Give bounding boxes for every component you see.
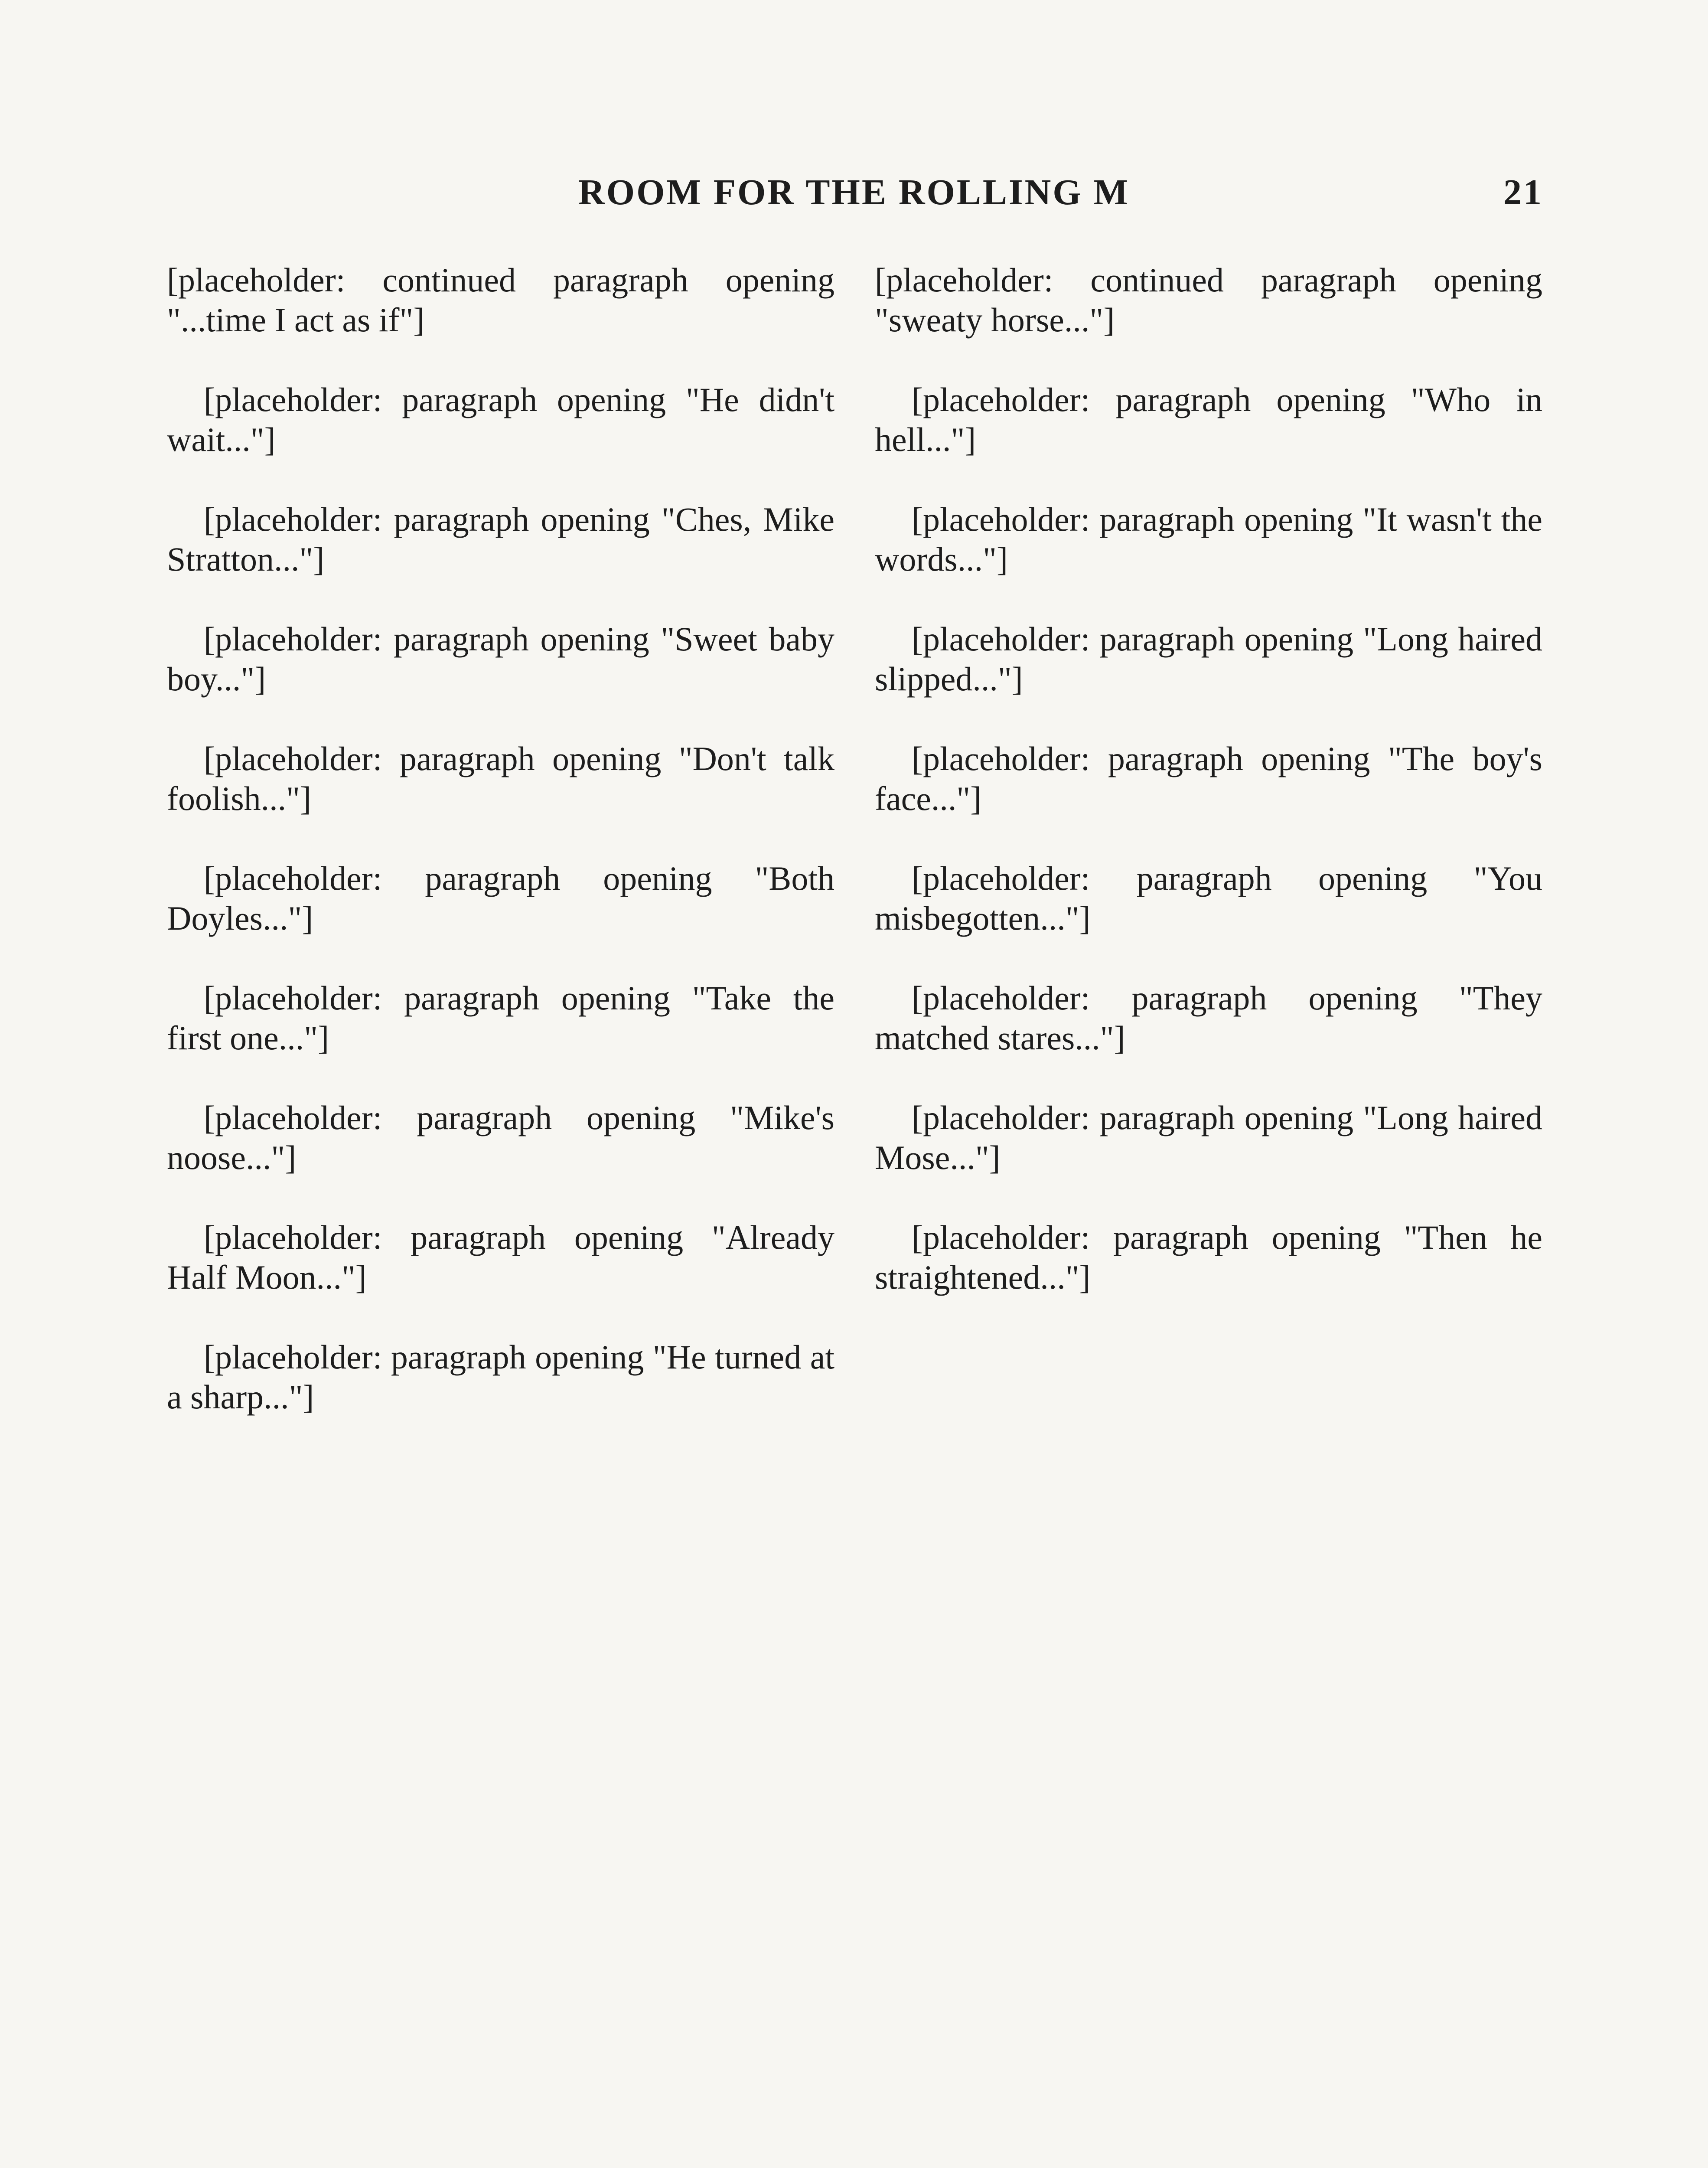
paragraph: [placeholder: paragraph opening "Take the first one..."] bbox=[167, 979, 834, 1057]
paragraph: [placeholder: paragraph opening "Who in hell..."] bbox=[875, 381, 1542, 458]
paragraph: [placeholder: paragraph opening "They matched stares..."] bbox=[875, 979, 1542, 1057]
left-column bbox=[167, 260, 834, 1457]
paragraph: [placeholder: paragraph opening "Then he straightened..."] bbox=[875, 1218, 1542, 1296]
paragraph: [placeholder: paragraph opening "Long haired Mose..."] bbox=[875, 1099, 1542, 1176]
paragraph: [placeholder: paragraph opening "Ches, Mike Stratton..."] bbox=[167, 500, 834, 578]
paragraph: [placeholder: paragraph opening "Sweet baby boy..."] bbox=[167, 620, 834, 698]
paragraph: [placeholder: paragraph opening "Mike's noose..."] bbox=[167, 1099, 834, 1176]
page-number: 21 bbox=[1503, 172, 1543, 212]
paragraph: [placeholder: paragraph opening "Long haired slipped..."] bbox=[875, 620, 1542, 698]
paragraph: [placeholder: continued paragraph opening "sweaty horse..."] bbox=[875, 261, 1542, 339]
right-column bbox=[875, 260, 1542, 1337]
page-header bbox=[165, 171, 1543, 223]
paragraph: [placeholder: paragraph opening "It wasn't the words..."] bbox=[875, 500, 1542, 578]
paragraph: [placeholder: paragraph opening "Both Doyles..."] bbox=[167, 859, 834, 937]
paragraph: [placeholder: paragraph opening "The boy's face..."] bbox=[875, 740, 1542, 817]
paragraph: [placeholder: paragraph opening "You misbegotten..."] bbox=[875, 859, 1542, 937]
paragraph: [placeholder: continued paragraph opening "...time I act as if"] bbox=[167, 261, 834, 339]
paragraph: [placeholder: paragraph opening "He turned at a sharp..."] bbox=[167, 1338, 834, 1416]
paragraph: [placeholder: paragraph opening "Already Half Moon..."] bbox=[167, 1218, 834, 1296]
paragraph: [placeholder: paragraph opening "He didn't wait..."] bbox=[167, 381, 834, 458]
paragraph: [placeholder: paragraph opening "Don't talk foolish..."] bbox=[167, 740, 834, 817]
story-title: ROOM FOR THE ROLLING M bbox=[578, 172, 1130, 212]
